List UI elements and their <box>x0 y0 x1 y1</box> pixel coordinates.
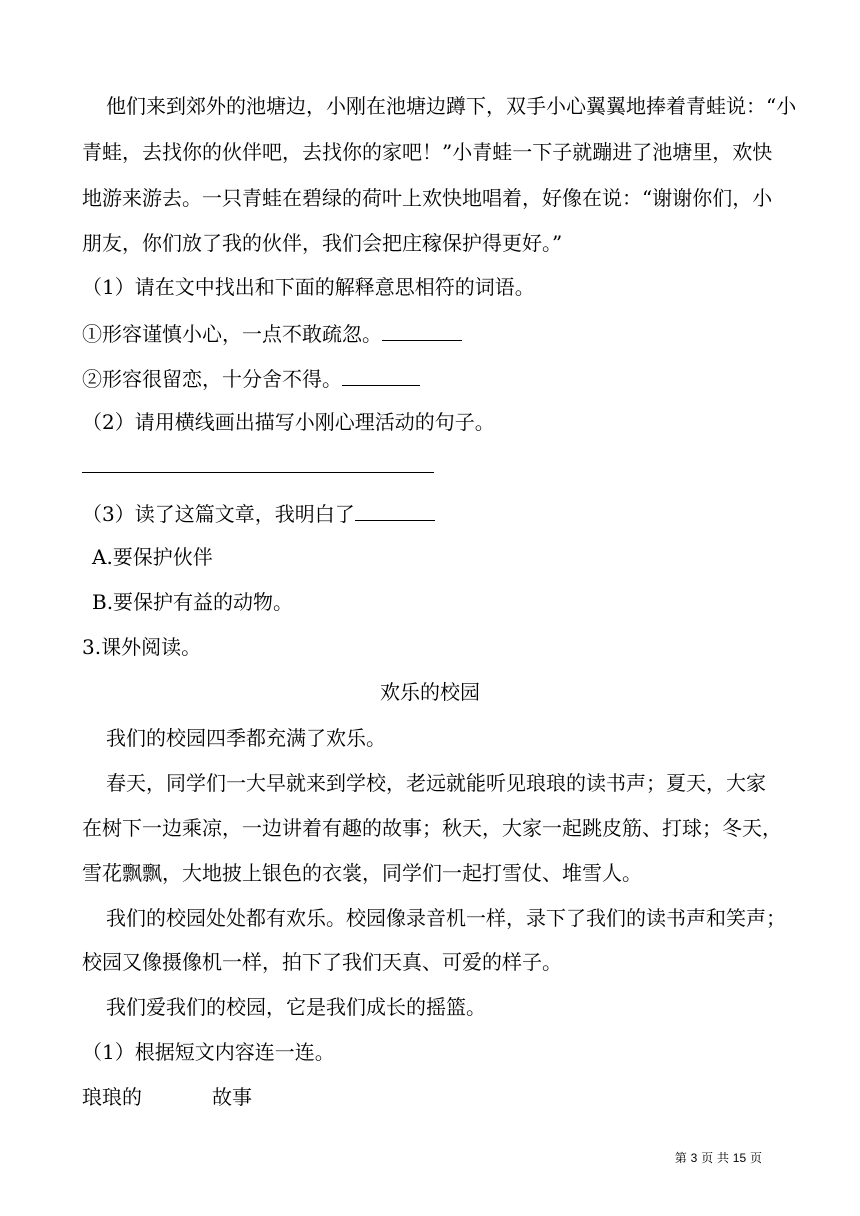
article-line: 我们的校园处处都有欢乐。校园像录音机一样，录下了我们的读书声和笑声； <box>106 906 786 930</box>
match-row <box>82 1085 778 1109</box>
question-2-prompt: （2）请用横线画出描写小刚心理活动的句子。 <box>82 410 495 434</box>
prompt-text: （3）读了这篇文章，我明白了 <box>82 502 355 526</box>
answer-blank[interactable] <box>382 320 462 341</box>
item-text: ②形容很留恋，十分舍不得。 <box>82 367 342 391</box>
current-page-number: 3 <box>690 1151 698 1165</box>
passage-line: 朋友，你们放了我的伙伴，我们会把庄稼保护得更好。” <box>82 231 563 255</box>
item-text: ①形容谨慎小心，一点不敢疏忽。 <box>82 322 382 346</box>
question-1-prompt: （1）请在文中找出和下面的解释意思相符的词语。 <box>82 275 535 299</box>
total-page-number: 15 <box>732 1151 747 1165</box>
article-line: 雪花飘飘，大地披上银色的衣裳，同学们一起打雪仗、堆雪人。 <box>82 861 642 885</box>
article-line: 在树下一边乘凉，一边讲着有趣的故事；秋天，大家一起跳皮筋、打球；冬天， <box>82 816 782 840</box>
answer-blank[interactable] <box>342 365 420 386</box>
match-right-term[interactable]: 故事 <box>212 1085 252 1109</box>
match-left-term[interactable]: 琅琅的 <box>82 1085 142 1109</box>
page-footer <box>675 1150 762 1166</box>
question-prompt: （1）根据短文内容连一连。 <box>82 1040 335 1064</box>
article-title: 欢乐的校园 <box>380 680 480 704</box>
section-heading: 3.课外阅读。 <box>82 635 202 659</box>
article-paragraph: 我们的校园四季都充满了欢乐。 <box>106 726 386 750</box>
question-1-item-2 <box>82 365 778 391</box>
option-a: A.要保护伙伴 <box>92 545 213 569</box>
answer-line[interactable] <box>82 472 434 473</box>
article-line: 校园又像摄像机一样，拍下了我们天真、可爱的样子。 <box>82 950 562 974</box>
footer-suffix: 页 <box>749 1151 762 1165</box>
passage-line: 地游来游去。一只青蛙在碧绿的荷叶上欢快地唱着，好像在说：“谢谢你们，小 <box>82 186 773 210</box>
article-paragraph: 我们爱我们的校园，它是我们成长的摇篮。 <box>106 995 486 1019</box>
passage-line: 他们来到郊外的池塘边，小刚在池塘边蹲下，双手小心翼翼地捧着青蛙说：“小 <box>106 94 797 118</box>
footer-prefix: 第 <box>674 1151 687 1165</box>
passage-line: 青蛙，去找你的伙伴吧，去找你的家吧！”小青蛙一下子就蹦进了池塘里，欢快 <box>82 140 773 164</box>
article-line: 春天，同学们一大早就来到学校，老远就能听见琅琅的读书声；夏天，大家 <box>106 771 766 795</box>
answer-blank[interactable] <box>355 500 435 521</box>
footer-mid: 页 共 <box>701 1151 729 1165</box>
question-3-prompt <box>82 500 778 526</box>
question-1-item-1 <box>82 320 778 346</box>
option-b: B.要保护有益的动物。 <box>92 590 294 614</box>
